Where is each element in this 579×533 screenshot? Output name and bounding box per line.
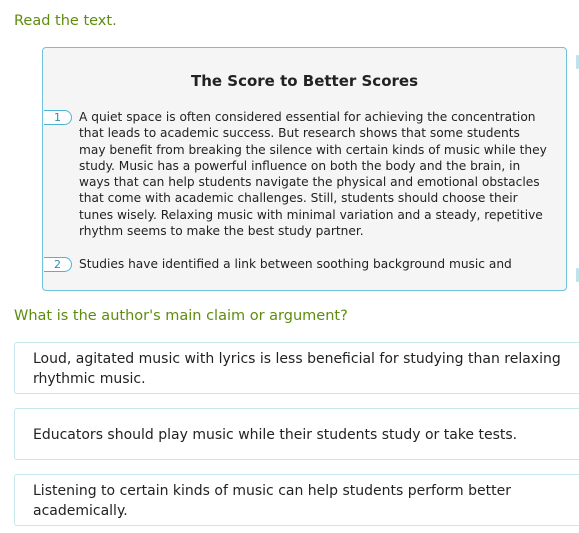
paragraph-2: Studies have identified a link between soothing background music and <box>79 257 512 271</box>
answer-choice-3[interactable]: Listening to certain kinds of music can help students perform better academically. <box>14 474 579 526</box>
answer-choice-2[interactable]: Educators should play music while their students study or take tests. <box>14 408 579 460</box>
question-text: What is the author's main claim or argument? <box>14 308 348 324</box>
paragraph-number-1: 1 <box>44 110 72 125</box>
answer-choice-1[interactable]: Loud, agitated music with lyrics is less beneficial for studying than relaxing rhythmic music. <box>14 342 579 394</box>
instruction-text: Read the text. <box>14 13 117 29</box>
passage-panel[interactable] <box>42 47 567 291</box>
passage-title: The Score to Better Scores <box>190 72 419 90</box>
paragraph-number-2: 2 <box>44 257 72 272</box>
paragraph-1: A quiet space is often considered essential for achieving the concentration that leads to academic success. But research shows that some students may benefit from breaking the silence with certain kinds of music while they study. Music has a powerful influence on both the body and the brain, in ways that can help students navigate the physical and emotional obstacles that come with academic challenges. Still, students should choose their tunes wisely. Relaxing music with minimal variation and a steady, repetitive rhythm seems to make the best study partner. <box>79 110 547 239</box>
